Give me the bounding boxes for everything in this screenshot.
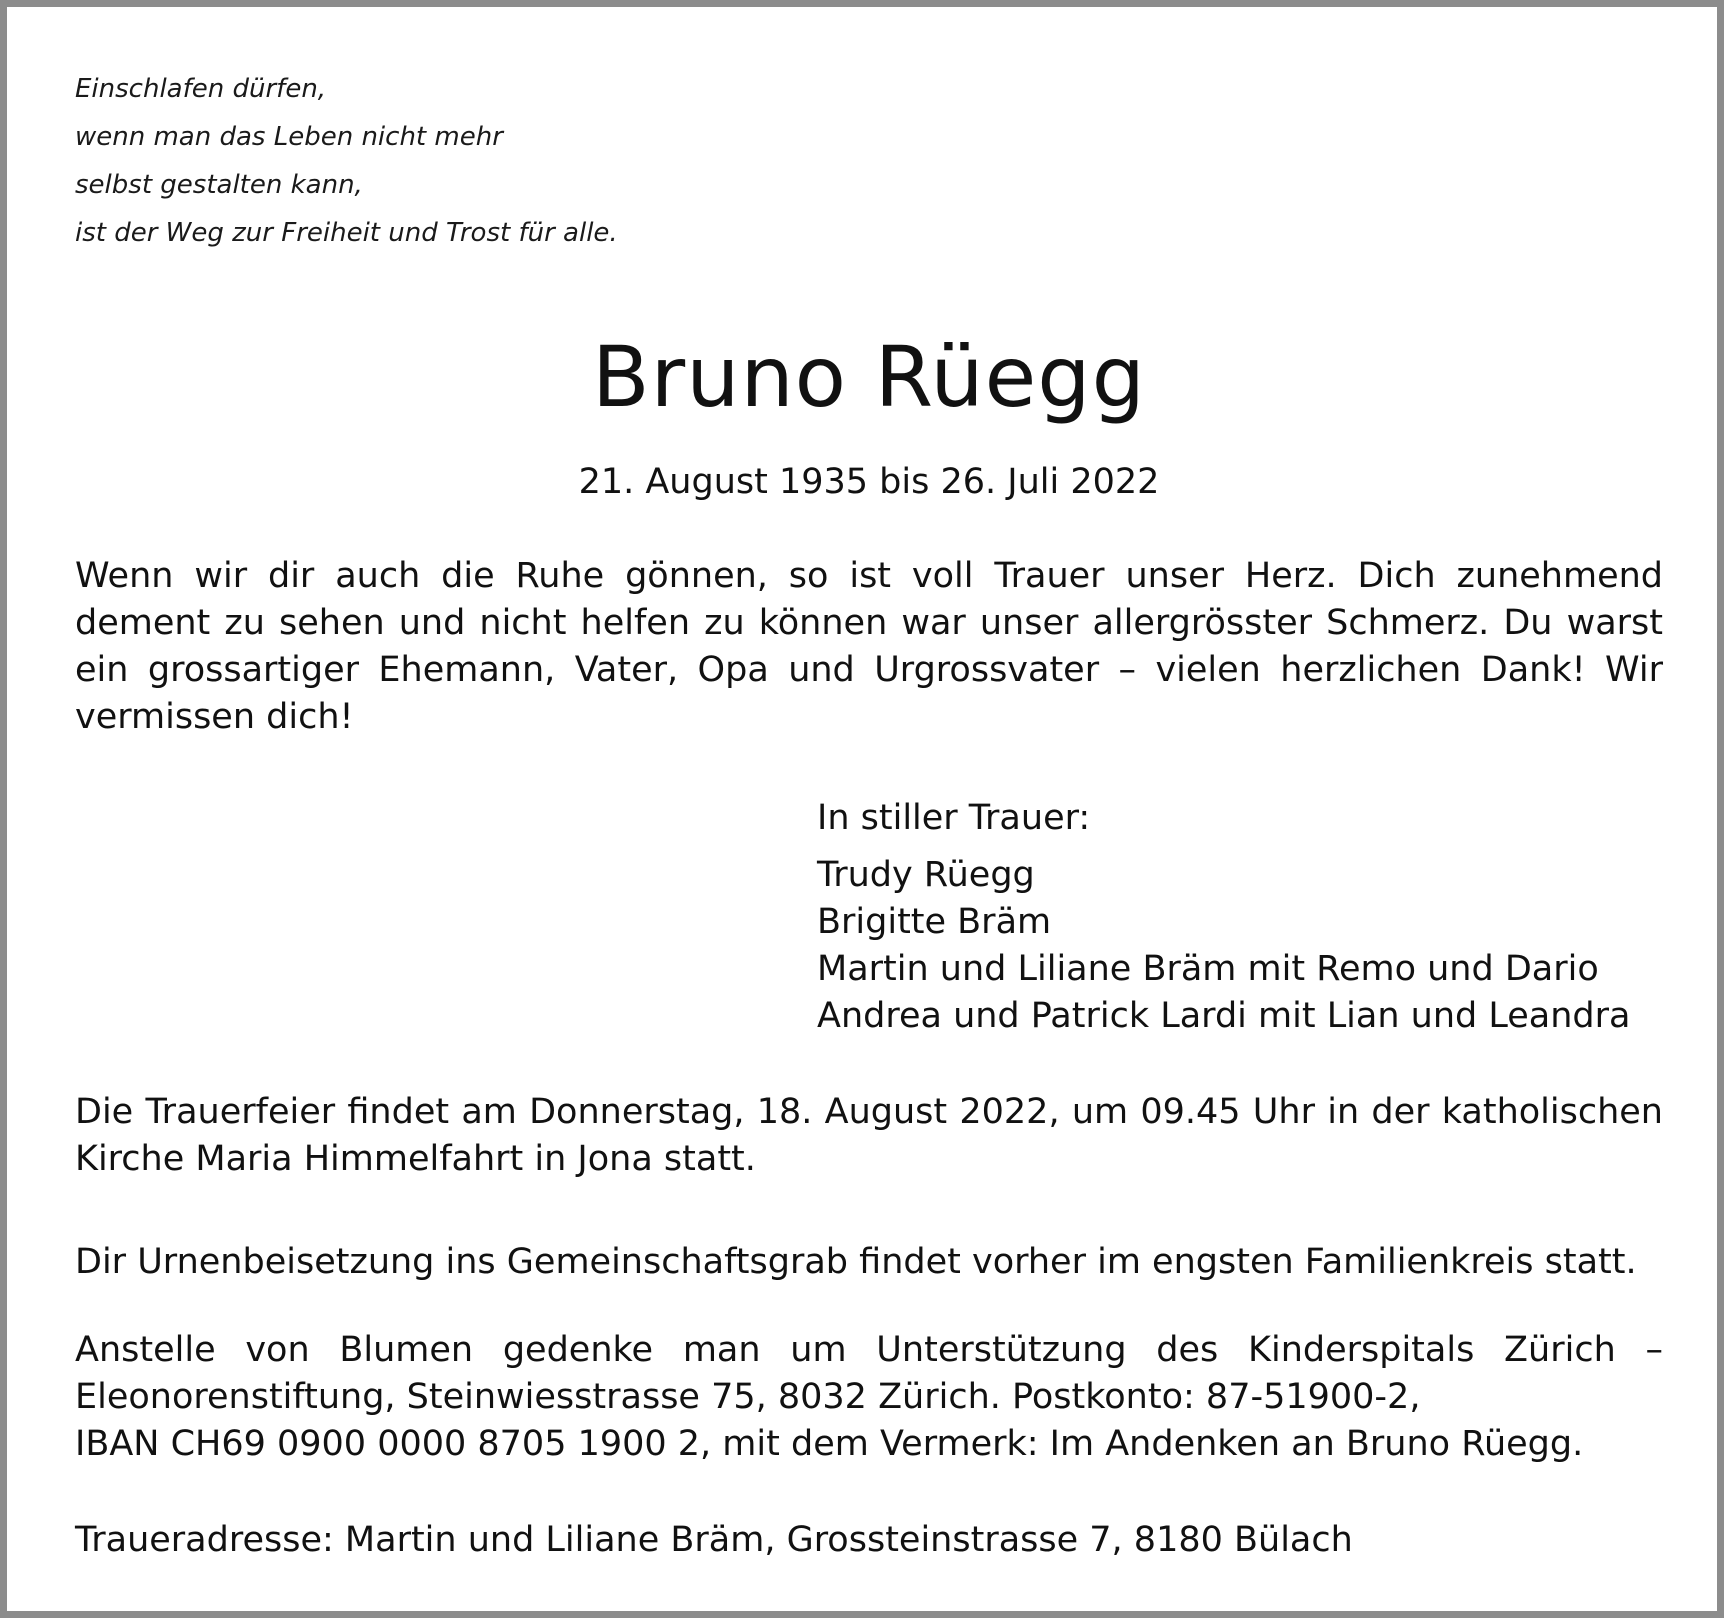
mourner-name: Trudy Rüegg	[817, 855, 1035, 895]
verse-line: selbst gestalten kann,	[75, 170, 363, 200]
mourner-name: Martin und Liliane Bräm mit Remo und Dario	[817, 949, 1599, 989]
deceased-name: Bruno Rüegg	[592, 328, 1146, 426]
farewell-message: Wenn wir dir auch die Ruhe gönnen, so ist voll Trauer unser Herz. Dich zunehmend dement zu sehen und nicht helfen zu können war unser allergrösster Schmerz. Du warst ein grossartiger Ehemann, Vater, Opa und Urgrossvater – vielen herzlichen Dank! Wir vermissen dich!	[75, 556, 1663, 737]
donation-line: Eleonorenstiftung, Steinwiesstrasse 75, 8032 Zürich. Postkonto: 87-51900-2,	[75, 1377, 1421, 1417]
opening-verse	[75, 65, 618, 257]
mourner-name: Andrea und Patrick Lardi mit Lian und Leandra	[817, 996, 1631, 1036]
mourner-name: Brigitte Bräm	[817, 902, 1052, 942]
donation-line: Anstelle von Blumen gedenke man um Unterstützung des Kinderspitals Zürich –	[75, 1330, 1663, 1370]
service-notice: Die Trauerfeier findet am Donnerstag, 18. August 2022, um 09.45 Uhr in der katholischen Kirche Maria Himmelfahrt in Jona statt.	[75, 1092, 1663, 1179]
verse-line: ist der Weg zur Freiheit und Trost für alle.	[75, 218, 618, 248]
verse-line: Einschlafen dürfen,	[75, 74, 327, 104]
donation-notice	[75, 1327, 1663, 1468]
donation-line: IBAN CH69 0900 0000 8705 1900 2, mit dem Vermerk: Im Andenken an Bruno Rüegg.	[75, 1424, 1584, 1464]
mourning-address: Traueradresse: Martin und Liliane Bräm, Grossteinstrasse 7, 8180 Bülach	[75, 1520, 1353, 1560]
burial-notice: Dir Urnenbeisetzung ins Gemeinschaftsgrab findet vorher im engsten Familienkreis statt.	[75, 1242, 1637, 1282]
mourners-block	[817, 795, 1630, 1040]
life-dates: 21. August 1935 bis 26. Juli 2022	[578, 462, 1160, 502]
verse-line: wenn man das Leben nicht mehr	[75, 122, 503, 152]
mourners-heading: In stiller Trauer:	[817, 798, 1091, 838]
